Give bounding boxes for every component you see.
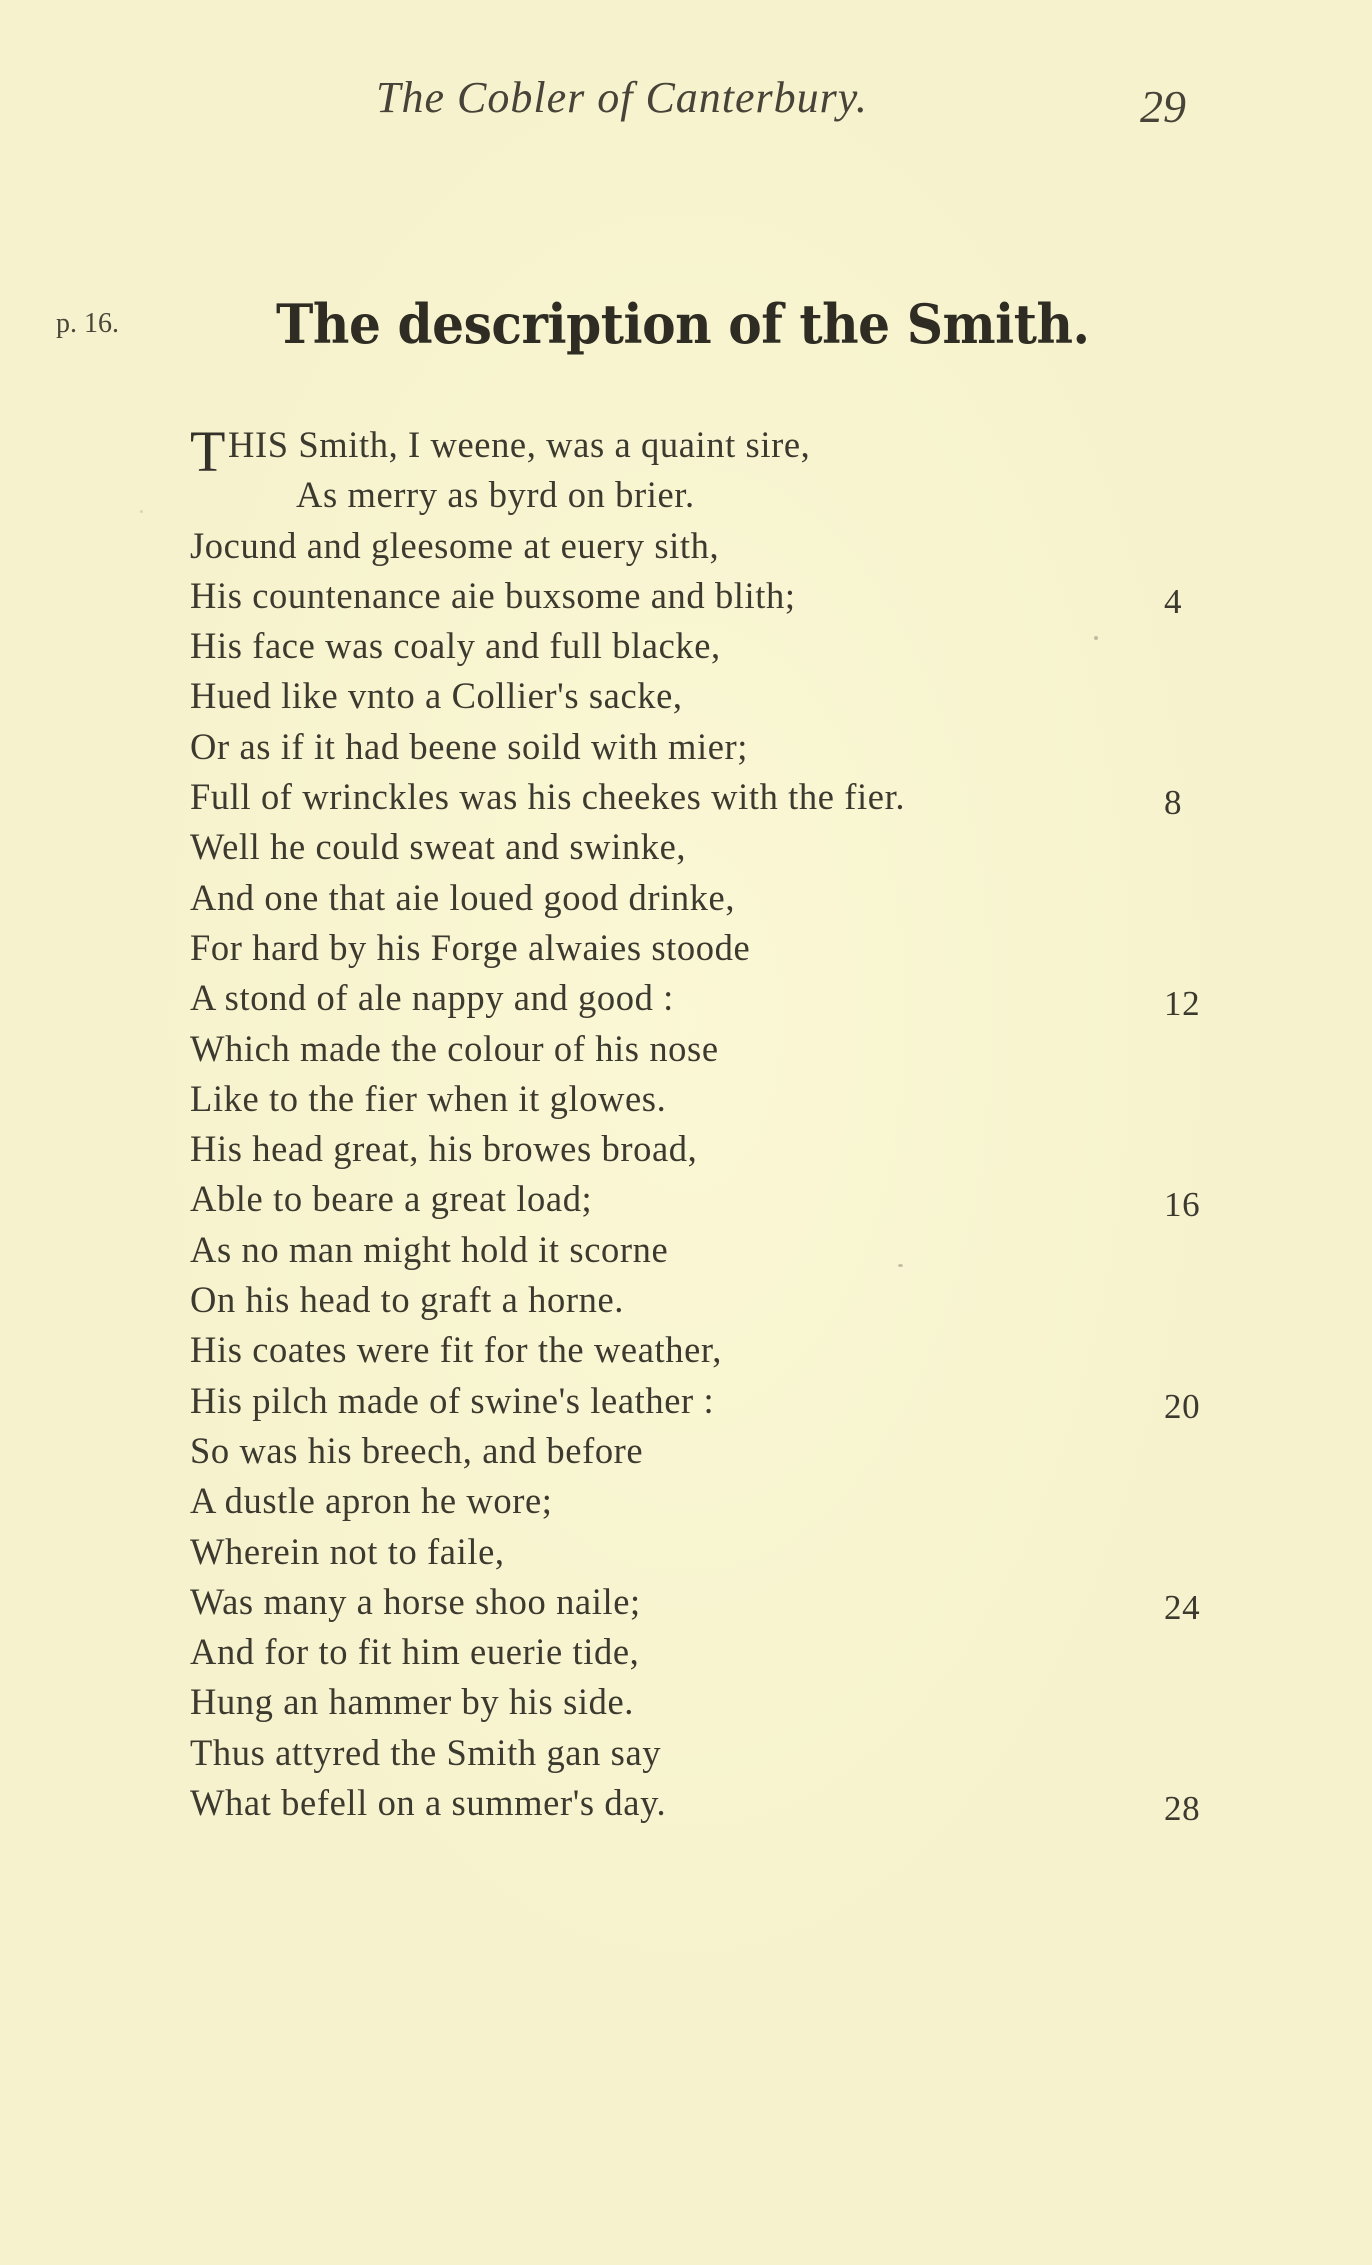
poem-line: [190, 1275, 1190, 1325]
poem-line: [190, 571, 1190, 621]
poem-line: [190, 1728, 1190, 1778]
poem-line-text: Hung an hammer by his side.: [190, 1681, 634, 1723]
poem-line: [190, 1174, 1201, 1225]
poem-line-text: Or as if it had beene soild with mier;: [190, 725, 749, 767]
poem-line: [190, 873, 1190, 923]
poem-line-text: Wherein not to faile,: [190, 1530, 505, 1572]
poem-line-text: His face was coaly and full blacke,: [190, 625, 721, 667]
line-number: 28: [1164, 1789, 1201, 1829]
poem-line: [190, 1677, 1190, 1727]
poem-line: [190, 722, 1190, 772]
poem-line: [190, 1024, 1190, 1074]
poem-line: [190, 1577, 1201, 1627]
poem-line: [190, 1124, 1190, 1174]
poem-line: [190, 1325, 1190, 1375]
poem-line-text: For hard by his Forge alwaies stoode: [190, 926, 751, 968]
poem-line: [190, 1426, 1190, 1476]
poem-line-text: His head great, his browes broad,: [190, 1128, 698, 1170]
poem-line: [190, 1476, 1190, 1526]
poem-line: [190, 822, 1190, 872]
page-number: 29: [1140, 81, 1186, 132]
poem-line: [190, 1074, 1190, 1124]
poem-line-text: Well he could sweat and swinke,: [190, 826, 687, 868]
poem-line-text: Hued like vnto a Collier's sacke,: [190, 675, 683, 717]
poem-line-text: What befell on a summer's day.: [190, 1782, 667, 1824]
poem-line: [190, 521, 1190, 571]
poem-line: [190, 1527, 1190, 1577]
poem: [190, 419, 1201, 1829]
poem-line: [190, 973, 1201, 1024]
poem-line: [190, 470, 1190, 520]
poem-line: [190, 1225, 1190, 1275]
line-number: 12: [1164, 984, 1201, 1024]
poem-line-text: Like to the fier when it glowes.: [190, 1077, 667, 1119]
poem-line: [190, 772, 1190, 822]
poem-line: [190, 1376, 1201, 1426]
paper-speck: [1094, 636, 1098, 640]
poem-line: [190, 671, 1190, 721]
poem-line: [190, 1778, 1201, 1829]
poem-line-text: So was his breech, and before: [190, 1429, 644, 1471]
drop-cap: T: [190, 419, 227, 484]
poem-line-text: A dustle apron he wore;: [190, 1480, 553, 1522]
poem-line-text: On his head to graft a horne.: [190, 1279, 624, 1321]
poem-line-text: His coates were fit for the weather,: [190, 1329, 722, 1371]
paper-speck: [898, 1264, 903, 1267]
section-heading: The description of the Smith.: [276, 292, 1090, 356]
line-number: 4: [1164, 581, 1183, 621]
poem-line-text: Able to beare a great load;: [190, 1178, 593, 1220]
poem-line-text: A stond of ale nappy and good :: [190, 977, 674, 1019]
margin-reference-note: p. 16.: [56, 308, 119, 339]
poem-line-text: And one that aie loued good drinke,: [190, 876, 736, 918]
poem-line: [190, 923, 1190, 973]
line-number: 20: [1164, 1386, 1201, 1426]
paper-speck: [140, 510, 143, 513]
poem-line-text: As merry as byrd on brier.: [296, 474, 695, 516]
poem-line-text: As no man might hold it scorne: [190, 1228, 669, 1270]
poem-line-text: And for to fit him euerie tide,: [190, 1631, 640, 1673]
poem-line-text: Thus attyred the Smith gan say: [190, 1731, 662, 1773]
first-line-text: HIS Smith, I weene, was a quaint sire,: [228, 424, 811, 465]
line-number: 24: [1164, 1587, 1201, 1627]
poem-line-text: Which made the colour of his nose: [190, 1027, 719, 1069]
poem-line: [190, 621, 1190, 671]
poem-line-text: Was many a horse shoo naile;: [190, 1580, 641, 1622]
poem-line-text: Jocund and gleesome at euery sith,: [190, 524, 720, 566]
poem-line-text: Full of wrinckles was his cheekes with the fier.: [190, 776, 906, 818]
poem-line-first: [190, 419, 1190, 484]
poem-line-text: His countenance aie buxsome and blith;: [190, 574, 796, 616]
line-number: 8: [1164, 783, 1183, 823]
running-title: The Cobler of Canterbury.: [376, 73, 868, 122]
poem-line-text: His pilch made of swine's leather :: [190, 1379, 715, 1421]
poem-line: [190, 1627, 1190, 1677]
line-number: 16: [1164, 1185, 1201, 1225]
